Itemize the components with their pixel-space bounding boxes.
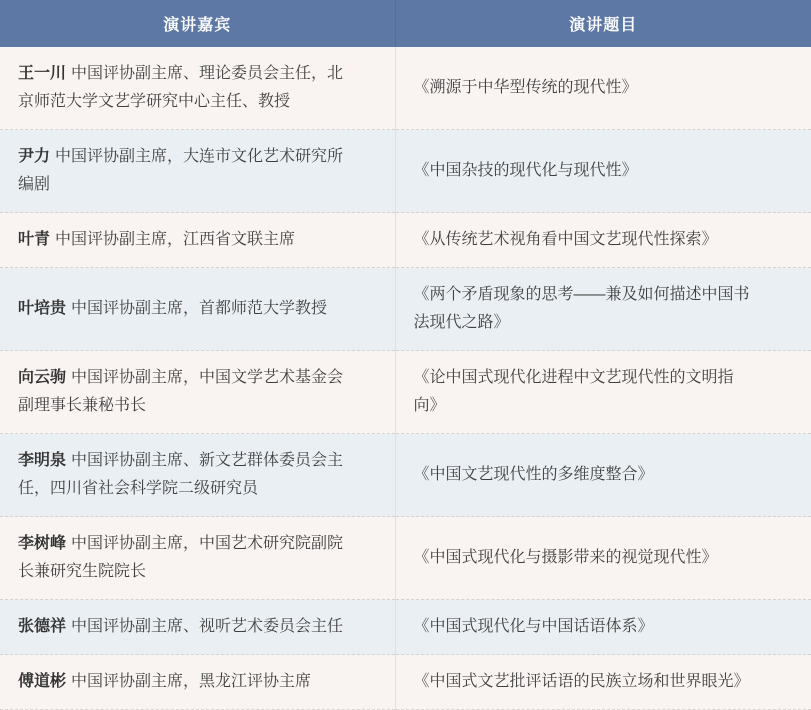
table-row bbox=[0, 213, 811, 268]
speaker-description: 中国评协副主席、视听艺术委员会主任 bbox=[71, 618, 344, 635]
speaker-name: 王一川 bbox=[18, 65, 67, 82]
speaker-cell bbox=[0, 130, 395, 213]
topic-cell: 《两个矛盾现象的思考——兼及如何描述中国书法现代之路》 bbox=[395, 268, 811, 351]
topic-cell: 《中国式文艺批评话语的民族立场和世界眼光》 bbox=[395, 655, 811, 710]
column-header-speaker: 演讲嘉宾 bbox=[0, 0, 395, 47]
speaker-cell bbox=[0, 655, 395, 710]
table-row bbox=[0, 655, 811, 710]
table-row bbox=[0, 434, 811, 517]
table-row bbox=[0, 600, 811, 655]
topic-cell: 《从传统艺术视角看中国文艺现代性探索》 bbox=[395, 213, 811, 268]
column-header-topic: 演讲题目 bbox=[395, 0, 811, 47]
speaker-name: 向云驹 bbox=[18, 369, 67, 386]
speaker-description: 中国评协副主席、理论委员会主任，北京师范大学文艺学研究中心主任、教授 bbox=[18, 65, 344, 110]
speaker-cell bbox=[0, 213, 395, 268]
speaker-name: 叶培贵 bbox=[18, 300, 67, 317]
speaker-description: 中国评协副主席，黑龙江评协主席 bbox=[71, 673, 312, 690]
topic-cell: 《中国文艺现代性的多维度整合》 bbox=[395, 434, 811, 517]
table-row bbox=[0, 47, 811, 130]
speaker-cell bbox=[0, 517, 395, 600]
speaker-name: 李明泉 bbox=[18, 452, 67, 469]
speaker-description: 中国评协副主席，大连市文化艺术研究所编剧 bbox=[18, 148, 344, 193]
table-row bbox=[0, 268, 811, 351]
topic-cell: 《论中国式现代化进程中文艺现代性的文明指向》 bbox=[395, 351, 811, 434]
speaker-name: 尹力 bbox=[18, 148, 51, 165]
speaker-name: 李树峰 bbox=[18, 535, 67, 552]
speaker-description: 中国评协副主席，首都师范大学教授 bbox=[71, 300, 328, 317]
topic-cell: 《中国式现代化与摄影带来的视觉现代性》 bbox=[395, 517, 811, 600]
table-row bbox=[0, 351, 811, 434]
speaker-cell bbox=[0, 600, 395, 655]
topic-cell: 《中国式现代化与中国话语体系》 bbox=[395, 600, 811, 655]
speaker-description: 中国评协副主席，江西省文联主席 bbox=[55, 231, 296, 248]
speaker-description: 中国评协副主席，中国艺术研究院副院长兼研究生院院长 bbox=[18, 535, 344, 580]
table-row bbox=[0, 517, 811, 600]
speaker-cell bbox=[0, 351, 395, 434]
speaker-description: 中国评协副主席、新文艺群体委员会主任，四川省社会科学院二级研究员 bbox=[18, 452, 344, 497]
topic-cell: 《溯源于中华型传统的现代性》 bbox=[413, 79, 638, 96]
speaker-cell bbox=[0, 434, 395, 517]
speaker-name: 傅道彬 bbox=[18, 673, 67, 690]
table-header-row bbox=[0, 0, 811, 47]
speaker-name: 张德祥 bbox=[18, 618, 67, 635]
speaker-cell bbox=[0, 47, 395, 130]
topic-cell: 《中国杂技的现代化与现代性》 bbox=[395, 130, 811, 213]
speaker-description: 中国评协副主席，中国文学艺术基金会副理事长兼秘书长 bbox=[18, 369, 344, 414]
table-row bbox=[0, 130, 811, 213]
speaker-cell bbox=[0, 268, 395, 351]
speaker-name: 叶青 bbox=[18, 231, 51, 248]
